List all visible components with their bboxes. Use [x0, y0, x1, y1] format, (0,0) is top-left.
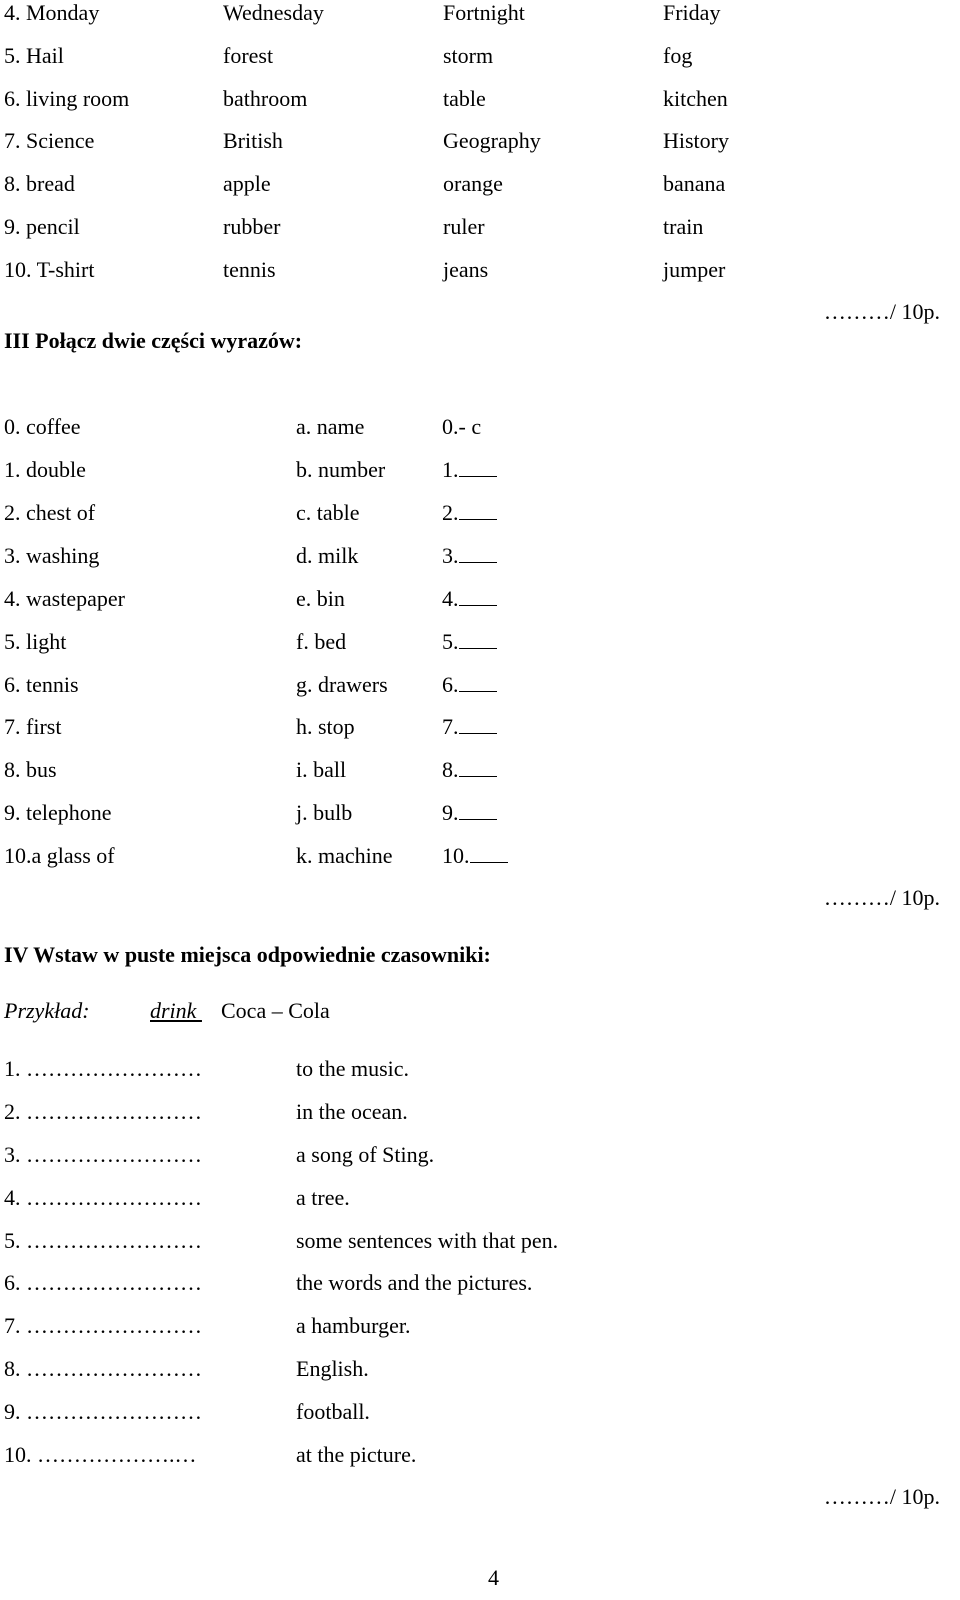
word-part-left: 7. first [4, 714, 62, 739]
word-cell: 9. pencil [4, 214, 80, 239]
fill-blank[interactable]: 9. …………………… [4, 1399, 202, 1424]
fill-blank[interactable]: 3. …………………… [4, 1142, 202, 1167]
word-part-right: g. drawers [296, 672, 388, 697]
sentence-end: the words and the pictures. [296, 1270, 533, 1295]
answer-blank[interactable] [459, 630, 497, 649]
word-part-right: a. name [296, 414, 365, 439]
sentence-end: to the music. [296, 1056, 410, 1081]
fill-row [0, 1311, 960, 1341]
answer-number: 10. [442, 843, 470, 868]
match-row [0, 498, 960, 528]
answer-blank[interactable] [459, 673, 497, 692]
odd-word-row [0, 169, 960, 199]
match-row [0, 670, 960, 700]
odd-word-row [0, 212, 960, 242]
word-cell: Friday [663, 0, 721, 25]
sentence-end: some sentences with that pen. [296, 1228, 559, 1253]
sentence-end: football. [296, 1399, 370, 1424]
word-cell: British [223, 128, 283, 153]
answer-number: 4. [442, 586, 459, 611]
word-part-right: e. bin [296, 586, 345, 611]
answer-number: 6. [442, 672, 459, 697]
answer-slot[interactable] [442, 627, 497, 657]
odd-word-row [0, 255, 960, 285]
sentence-end: English. [296, 1356, 369, 1381]
match-row [0, 584, 960, 614]
word-part-right: i. ball [296, 757, 347, 782]
fill-blank[interactable]: 7. …………………… [4, 1313, 202, 1338]
word-cell: table [443, 86, 486, 111]
answer-blank[interactable] [459, 758, 497, 777]
sentence-end: at the picture. [296, 1442, 417, 1467]
answer-slot[interactable] [442, 798, 497, 828]
word-cell: ruler [443, 214, 485, 239]
score-box: ………/ 10p. [823, 885, 940, 910]
word-part-right: h. stop [296, 714, 355, 739]
word-part-right: b. number [296, 457, 386, 482]
word-cell: Wednesday [223, 0, 324, 25]
word-part-right: k. machine [296, 843, 393, 868]
word-part-right: f. bed [296, 629, 347, 654]
fill-blank[interactable]: 1. …………………… [4, 1056, 202, 1081]
answer-slot: 0.- c [442, 414, 482, 439]
odd-word-row [0, 126, 960, 156]
match-row [0, 541, 960, 571]
answer-blank[interactable] [459, 801, 497, 820]
answer-slot[interactable] [442, 584, 497, 614]
word-cell: 8. bread [4, 171, 75, 196]
fill-blank[interactable]: 10. ……………….… [4, 1442, 197, 1467]
fill-row [0, 1054, 960, 1084]
word-part-right: j. bulb [296, 800, 353, 825]
word-part-left: 5. light [4, 629, 67, 654]
word-cell: 10. T-shirt [4, 257, 95, 282]
answer-slot[interactable] [442, 755, 497, 785]
match-row [0, 412, 960, 442]
score-box: ………/ 10p. [823, 299, 940, 324]
word-part-left: 8. bus [4, 757, 57, 782]
section-heading: IV Wstaw w puste miejsca odpowiednie czasowniki: [4, 942, 491, 967]
fill-blank[interactable]: 6. …………………… [4, 1270, 202, 1295]
word-cell: kitchen [663, 86, 728, 111]
fill-row [0, 1354, 960, 1384]
answer-number: 1. [442, 457, 459, 482]
word-cell: forest [223, 43, 274, 68]
answer-slot[interactable] [442, 498, 497, 528]
word-part-left: 9. telephone [4, 800, 112, 825]
match-row [0, 755, 960, 785]
example-text: Coca – Cola [221, 998, 330, 1023]
word-part-left: 6. tennis [4, 672, 79, 697]
word-part-right: c. table [296, 500, 360, 525]
word-part-left: 2. chest of [4, 500, 96, 525]
sentence-end: in the ocean. [296, 1099, 408, 1124]
word-cell: train [663, 214, 704, 239]
answer-blank[interactable] [470, 844, 508, 863]
odd-word-row [0, 41, 960, 71]
section-heading: III Połącz dwie części wyrazów: [4, 328, 303, 353]
answer-blank[interactable] [459, 458, 497, 477]
answer-number: 9. [442, 800, 459, 825]
answer-number: 3. [442, 543, 459, 568]
answer-blank[interactable] [459, 587, 497, 606]
score-box: ………/ 10p. [823, 1484, 940, 1509]
word-cell: History [663, 128, 729, 153]
word-part-left: 10.a glass of [4, 843, 115, 868]
example-label: Przykład: [4, 998, 90, 1023]
word-cell: jumper [663, 257, 726, 282]
fill-blank[interactable]: 8. …………………… [4, 1356, 202, 1381]
word-cell: Geography [443, 128, 541, 153]
answer-number: 2. [442, 500, 459, 525]
word-cell: 6. living room [4, 86, 130, 111]
answer-number: 5. [442, 629, 459, 654]
word-cell: fog [663, 43, 693, 68]
word-cell: Fortnight [443, 0, 525, 25]
answer-blank[interactable] [459, 501, 497, 520]
word-cell: apple [223, 171, 271, 196]
word-cell: bathroom [223, 86, 308, 111]
answer-number: 7. [442, 714, 459, 739]
odd-word-row [0, 84, 960, 114]
page-number: 4 [488, 1565, 499, 1590]
answer-slot[interactable] [442, 541, 497, 571]
word-part-left: 3. washing [4, 543, 100, 568]
match-row [0, 712, 960, 742]
answer-slot[interactable] [442, 712, 497, 742]
answer-slot[interactable] [442, 670, 497, 700]
fill-blank[interactable]: 2. …………………… [4, 1099, 202, 1124]
word-cell: orange [443, 171, 503, 196]
answer-number: 8. [442, 757, 459, 782]
word-cell: jeans [443, 257, 489, 282]
word-part-left: 4. wastepaper [4, 586, 125, 611]
word-cell: tennis [223, 257, 276, 282]
fill-blank[interactable]: 4. …………………… [4, 1185, 202, 1210]
fill-row [0, 1097, 960, 1127]
word-part-left: 1. double [4, 457, 86, 482]
sentence-end: a tree. [296, 1185, 350, 1210]
fill-row [0, 1226, 960, 1256]
word-cell: banana [663, 171, 726, 196]
match-row [0, 798, 960, 828]
answer-blank[interactable] [459, 544, 497, 563]
match-row [0, 627, 960, 657]
word-part-left: 0. coffee [4, 414, 81, 439]
answer-slot[interactable] [442, 841, 508, 871]
word-part-right: d. milk [296, 543, 359, 568]
word-cell: 7. Science [4, 128, 95, 153]
fill-row [0, 1140, 960, 1170]
word-cell: 4. Monday [4, 0, 100, 25]
fill-row [0, 1440, 960, 1470]
word-cell: storm [443, 43, 494, 68]
word-cell: rubber [223, 214, 281, 239]
word-cell: 5. Hail [4, 43, 64, 68]
fill-row [0, 1397, 960, 1427]
fill-blank[interactable]: 5. …………………… [4, 1228, 202, 1253]
example-word: drink [150, 998, 202, 1023]
example-row [0, 996, 960, 1026]
match-row [0, 455, 960, 485]
match-row [0, 841, 960, 871]
sentence-end: a song of Sting. [296, 1142, 435, 1167]
odd-word-row [0, 0, 960, 28]
fill-row [0, 1268, 960, 1298]
answer-slot[interactable] [442, 455, 497, 485]
fill-row [0, 1183, 960, 1213]
answer-blank[interactable] [459, 715, 497, 734]
sentence-end: a hamburger. [296, 1313, 411, 1338]
